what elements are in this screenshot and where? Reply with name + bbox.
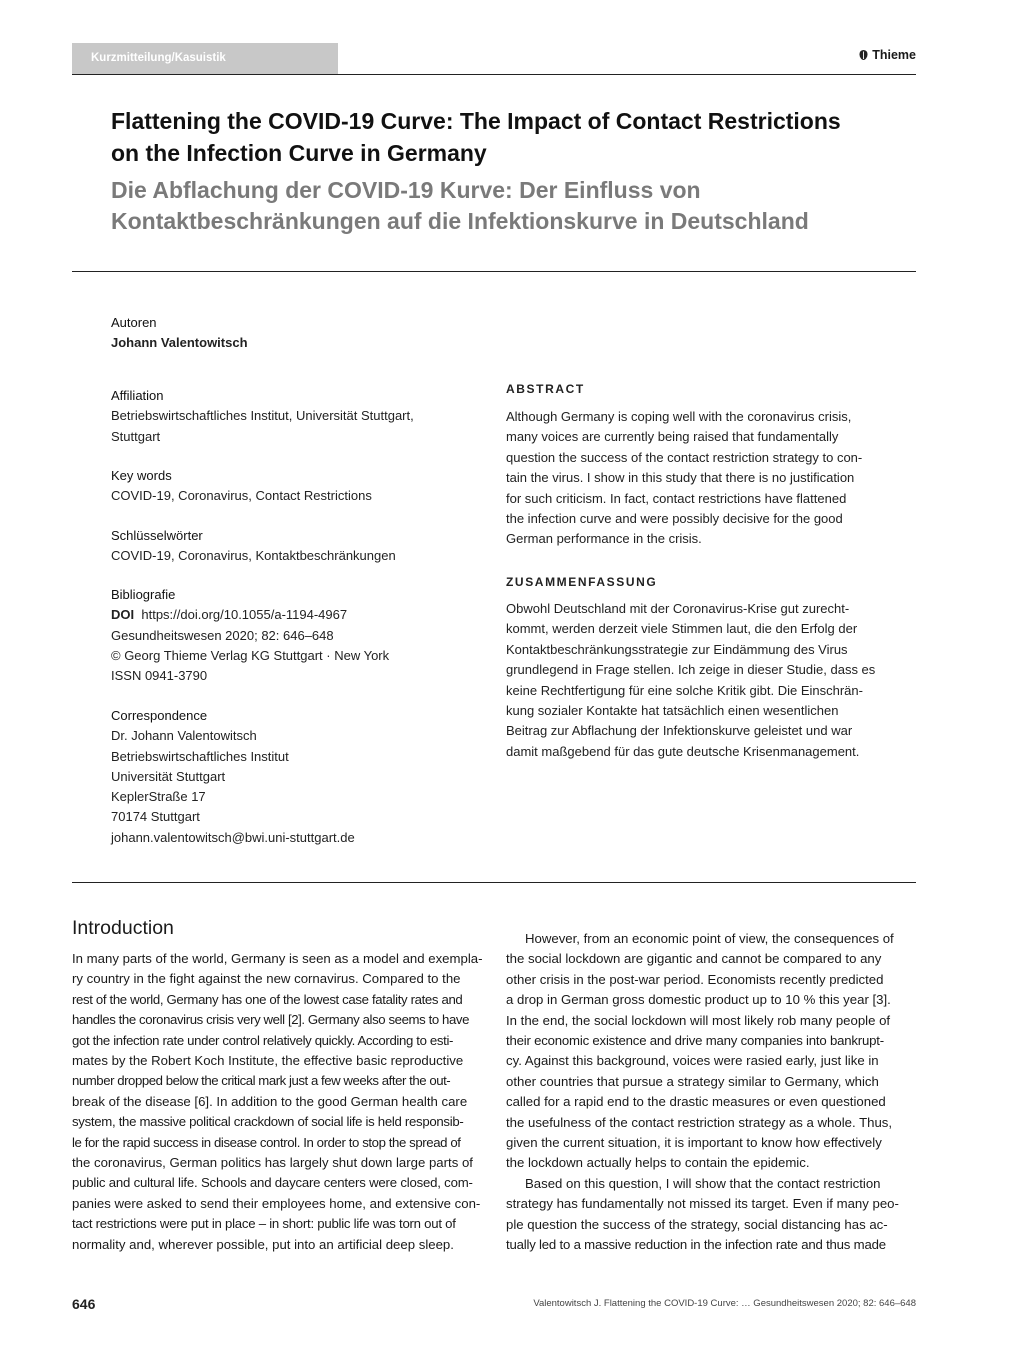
body-line: break of the disease [6]. In addition to the good German health care (72, 1093, 468, 1109)
abstract-line: the infection curve and were possibly decisive for the good (506, 511, 843, 527)
zusammenfassung-line: grundlegend in Frage stellen. Ich zeige in dieser Studie, dass es (506, 662, 876, 678)
body-line: handles the coronavirus crisis very well [2]. Germany also seems to have (72, 1012, 470, 1028)
body-line: ple question the success of the strategy, social distancing has ac- (506, 1216, 888, 1232)
body-line: strategy has fundamentally not missed its target. Even if many peo- (506, 1196, 899, 1212)
abstract-line: German performance in the crisis. (506, 531, 702, 547)
body-line: In many parts of the world, Germany is seen as a model and exempla- (72, 951, 483, 966)
copyright: © Georg Thieme Verlag KG Stuttgart · New York (111, 647, 390, 663)
body-line: got the infection rate under control relatively quickly. According to esti- (72, 1032, 454, 1048)
body-line: their economic existence and drive many companies into bankrupt- (506, 1033, 884, 1049)
publisher-name: Thieme (872, 48, 916, 62)
body-line: cy. Against this background, voices were rasied early, just like in (506, 1053, 879, 1069)
body-line: tact restrictions were put in place – in short: public life was torn out of (72, 1216, 456, 1232)
body-line: In the end, the social lockdown will most likely rob many people of (506, 1012, 891, 1028)
body-line: ry country in the fight against the new cornavirus. Compared to the (72, 971, 461, 987)
correspondence-line: Betriebswirtschaftliches Institut (111, 748, 289, 764)
schluesselwoerter-block (111, 526, 396, 567)
doi-link[interactable]: https://doi.org/10.1055/a-1194-4967 (141, 607, 348, 623)
header-rule (72, 74, 916, 75)
intro-column-right (506, 929, 918, 1256)
body-line: called for a rapid end to the drastic measures or even questioned (506, 1094, 886, 1110)
section-tab: Kurzmitteilung/Kasuistik (72, 43, 338, 74)
body-line: normality and, wherever possible, put into an artificial deep sleep. (72, 1236, 454, 1252)
publisher-logo (858, 48, 916, 62)
running-footer: Valentowitsch J. Flattening the COVID-19 Curve: … Gesundheitswesen 2020; 82: 646–648 (533, 1298, 916, 1309)
body-line: the lockdown actually helps to contain the epidemic. (506, 1155, 810, 1171)
schluesselwoerter-value: COVID-19, Coronavirus, Kontaktbeschränkungen (111, 548, 396, 564)
divider (72, 271, 916, 272)
journal-citation: Gesundheitswesen 2020; 82: 646–648 (111, 627, 334, 643)
affiliation-line: Stuttgart (111, 428, 161, 444)
zusammenfassung-line: keine Rechtfertigung für eine solche Kritik gibt. Die Einschrän- (506, 682, 863, 698)
abstract-line: for such criticism. In fact, contact restrictions have flattened (506, 490, 847, 506)
abstract-line: Although Germany is coping well with the coronavirus crisis, (506, 409, 852, 424)
abstract-line: tain the virus. I show in this study that there is no justification (506, 470, 855, 486)
authors-block (111, 313, 248, 354)
zusammenfassung-line: Kontaktbeschränkungsstrategie zur Eindämmung des Virus (506, 641, 848, 657)
body-line: the usefulness of the contact restriction strategy as a whole. Thus, (506, 1114, 893, 1130)
abstract-heading: ABSTRACT (506, 382, 585, 396)
zusammenfassung-line: kung sozialer Kontakte hat tatsächlich einen wesentlichen (506, 703, 839, 719)
correspondence-line: Dr. Johann Valentowitsch (111, 728, 257, 744)
zusammenfassung-line: damit maßgebend für das gute deutsche Krisenmanagement. (506, 743, 860, 759)
affiliation-label: Affiliation (111, 388, 164, 403)
affiliation-block (111, 386, 414, 447)
zusammenfassung-text (506, 599, 886, 762)
title-line: Die Abflachung der COVID-19 Kurve: Der Einfluss von (111, 177, 701, 203)
correspondence-email[interactable]: johann.valentowitsch@bwi.uni-stuttgart.de (111, 829, 355, 845)
zusammenfassung-line: Obwohl Deutschland mit der Coronavirus-Krise gut zurecht- (506, 601, 850, 616)
title-line: Kontaktbeschränkungen auf die Infektionskurve in Deutschland (111, 208, 809, 234)
abstract-text (506, 407, 886, 550)
body-line: tually led to a massive reduction in the infection rate and thus made (506, 1237, 886, 1253)
correspondence-line: Universität Stuttgart (111, 768, 226, 784)
body-line: the coronavirus, German politics has largely shut down large parts of (72, 1155, 473, 1171)
correspondence-line: KeplerStraße 17 (111, 789, 206, 805)
bibliografie-block (111, 585, 389, 686)
bibliografie-label: Bibliografie (111, 587, 176, 602)
page-number: 646 (72, 1296, 96, 1312)
body-line: given the current situation, it is important to know how effectively (506, 1135, 882, 1151)
correspondence-line: 70174 Stuttgart (111, 809, 200, 825)
author-name: Johann Valentowitsch (111, 335, 248, 351)
body-line: other countries that pursue a strategy similar to Germany, which (506, 1073, 879, 1089)
schluesselwoerter-label: Schlüsselwörter (111, 528, 203, 543)
title-line: Flattening the COVID-19 Curve: The Impact of Contact Restrictions (111, 108, 841, 134)
body-line: number dropped below the critical mark just a few weeks after the out- (72, 1073, 451, 1089)
thieme-emblem-icon (858, 49, 869, 61)
zusammenfassung-line: kommt, werden derzeit viele Stimmen laut, die den Erfolg der (506, 621, 858, 637)
article-title-english (111, 105, 911, 169)
keywords-block (111, 466, 372, 507)
zusammenfassung-line: Beitrag zur Abflachung der Infektionskurve geleistet und war (506, 723, 853, 739)
body-line: le for the rapid success in disease control. In order to stop the spread of (72, 1134, 461, 1150)
body-line: panies were asked to send their employees home, and extensive con- (72, 1195, 481, 1211)
abstract-line: many voices are currently being raised that fundamentally (506, 429, 839, 445)
introduction-heading: Introduction (72, 917, 174, 939)
keywords-label: Key words (111, 468, 172, 483)
intro-column-left (72, 949, 484, 1255)
correspondence-label: Correspondence (111, 708, 208, 723)
body-line: rest of the world, Germany has one of the lowest case fatality rates and (72, 991, 463, 1007)
body-line: Based on this question, I will show that the contact restriction (525, 1175, 881, 1191)
correspondence-block (111, 706, 355, 848)
body-line: a drop in German gross domestic product up to 10 % this year [3]. (506, 992, 891, 1008)
keywords-value: COVID-19, Coronavirus, Contact Restrictions (111, 488, 372, 504)
zusammenfassung-heading: ZUSAMMENFASSUNG (506, 575, 658, 589)
issn: ISSN 0941-3790 (111, 668, 208, 684)
authors-label: Autoren (111, 315, 157, 330)
body-line: mates by the Robert Koch Institute, the effective basic reproductive (72, 1053, 464, 1069)
affiliation-line: Betriebswirtschaftliches Institut, Universität Stuttgart, (111, 408, 414, 424)
title-line: on the Infection Curve in Germany (111, 140, 487, 166)
divider (72, 882, 916, 883)
doi-label: DOI (111, 607, 135, 623)
body-line: system, the massive political crackdown of social life is held responsib- (72, 1114, 464, 1130)
body-line: However, from an economic point of view, the consequences of (525, 931, 894, 946)
article-title-german (111, 175, 911, 237)
body-line: other crisis in the post-war period. Economists recently predicted (506, 971, 884, 987)
body-line: the social lockdown are gigantic and cannot be compared to any (506, 951, 882, 967)
doi-line (111, 605, 389, 625)
body-line: public and cultural life. Schools and daycare centers were closed, com- (72, 1175, 473, 1191)
abstract-line: question the success of the contact restriction strategy to con- (506, 449, 863, 465)
